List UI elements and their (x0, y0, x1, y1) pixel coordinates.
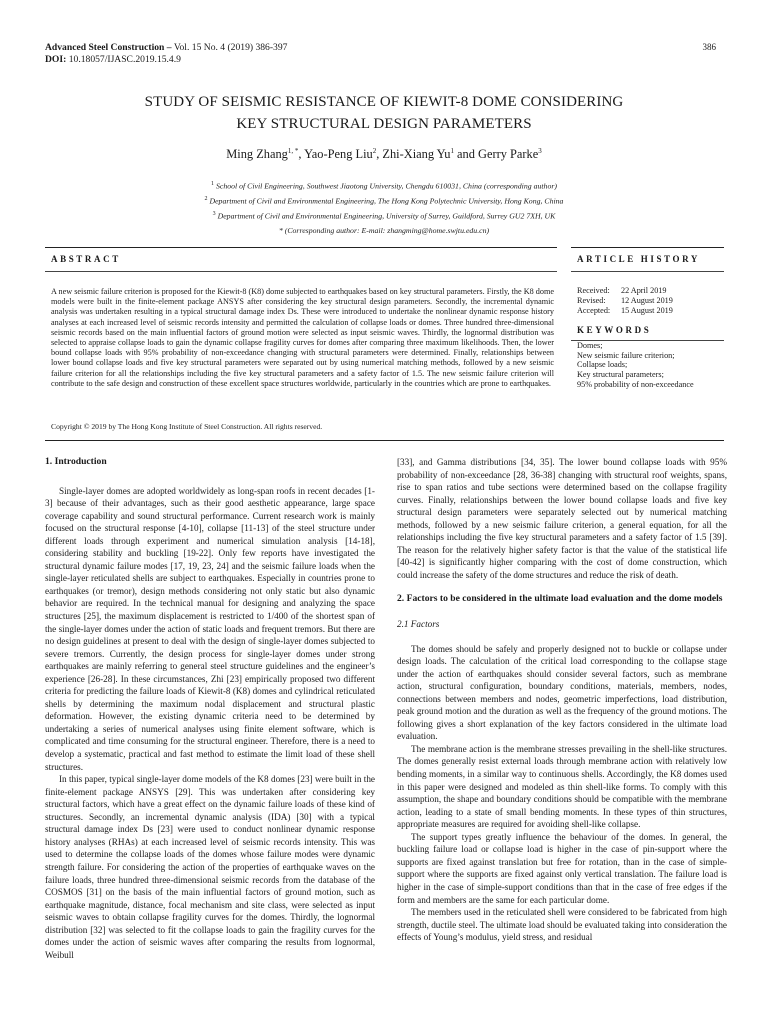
abstract-head-rule (45, 271, 557, 272)
section-2-1-paragraph-1: The domes should be safely and properly designed not to buckle or collapse under design loads. The calculation of the critical load corresponding to the collapse stage under the action of earthquakes should consider several factors, such as membrane action, structural configuration, boundary conditions, materials, members, nodes, connections between members and nodes, geometric imperfections, load distribution, peak ground motion and the duration as well as the frequency of the ground motions. The following gives a short explanation of the key factors considered in the ultimate load evaluation. (397, 643, 727, 742)
section-1-heading: 1. Introduction (45, 456, 107, 467)
received-date: 22 April 2019 (621, 286, 667, 295)
revised-date: 12 August 2019 (621, 295, 673, 305)
continued-paragraph: [33], and Gamma distributions [34, 35]. The lower bound collapse loads with 95% probability of non-exceedance [28, 36-38] changing with structural roof weights, spans, rise to span ratios and tube sections were determined based on the collapse fragility curves. Finally, relationships between the lower bound collapse loads and five key structural design parameters were separately selected out by numerical matching methods, followed by a new seismic failure criterion, a general equation, for all the relationships including the five key structural parameters and a safety factor of 1.5 [39]. The reason for the relatively higher safety factor is that the value of the statistical life [40-42] is significantly higher comparing with the cost of dome construction, which could increase the safety of the dome structures and reduce the risk of death. (397, 457, 727, 580)
author-1: Ming Zhang (226, 147, 288, 162)
history-received (577, 286, 673, 296)
body-column-right (397, 456, 727, 944)
affiliation-1-num: 1 (211, 181, 215, 187)
section-2-1-paragraph-3: The support types greatly influence the behaviour of the domes. In general, the buckling failure load or collapse load is higher in the case of pin-support where the supports are fixed against translation but free for rotation, than in the case of simple-support where the supports are fixed against only vertical translation. The failure load is higher in the case of simple-support conditions than that in the case of free edges if the form and members are the same for each particular dome. (397, 831, 727, 905)
section-2-1-paragraph-2: The membrane action is the membrane stresses prevailing in the shell-like structures. The domes generally resist external loads through membrane action with relatively low bending moments, in a similar way to continuous shells. Accordingly, the K8 domes used in this paper were designed and modeled as thin shell-like forms. To comply with this assumption, the shape and boundary conditions should be compatible with the membrane action, leading to a state of small bending moments. In these types of thin structures, appropriate measures are required for avoiding shell-like collapse. (397, 743, 727, 830)
accepted-label: Accepted: (577, 305, 611, 315)
affiliation-3-text: Department of Civil and Environmental Engineering, University of Surrey, Guildford, Surrey GU2 7XH, UK (215, 211, 556, 221)
abstract-top-rule (45, 247, 557, 248)
abstract-heading: ABSTRACT (51, 254, 121, 264)
author-3-affil: 1 (450, 147, 454, 155)
section-2-1-heading: 2.1 Factors (397, 619, 440, 630)
keyword-item: New seismic failure criterion; (577, 350, 675, 360)
title-line-1: STUDY OF SEISMIC RESISTANCE OF KIEWIT-8 DOME CONSIDERING (144, 94, 624, 110)
author-2: , Yao-Peng Liu (298, 147, 373, 162)
author-4: and Gerry Parke (453, 147, 539, 162)
doi-label: DOI: (45, 54, 67, 65)
title-line-2: KEY STRUCTURAL DESIGN PARAMETERS (236, 116, 532, 132)
author-list (60, 147, 708, 162)
affiliations (60, 178, 708, 237)
front-matter-bottom-rule (45, 440, 724, 441)
section-2-1-paragraph-4: The members used in the reticulated shell were considered to be fabricated from high strength, ductile steel. The ultimate load should be evaluated taking into consideration the effects of Young’s modulus, yield stress, and residual (397, 907, 727, 943)
author-2-affil: 2 (372, 147, 377, 155)
body-column-left (45, 456, 375, 961)
history-revised (577, 296, 673, 306)
doi-link[interactable]: 10.18057/IJASC.2019.15.4.9 (66, 54, 181, 65)
corresponding-author: * (Corresponding author: E-mail: zhangming@home.swjtu.edu.cn) (278, 225, 490, 235)
accepted-date: 15 August 2019 (621, 305, 673, 315)
article-history (577, 286, 673, 316)
history-head-rule (571, 271, 724, 272)
author-4-affil: 3 (538, 147, 542, 155)
revised-label: Revised: (577, 295, 606, 305)
affiliation-2 (60, 193, 708, 208)
affiliation-1 (60, 178, 708, 193)
keyword-item: Key structural parameters; (577, 370, 664, 380)
affiliation-1-text: School of Civil Engineering, Southwest Jiaotong University, Chengdu 610031, China (corresponding author) (214, 181, 557, 191)
page-number: 386 (702, 42, 716, 52)
journal-header (45, 42, 287, 66)
journal-volume: Vol. 15 No. 4 (2019) 386-397 (171, 42, 288, 53)
article-history-heading: ARTICLE HISTORY (577, 254, 700, 264)
section-1-paragraph-1: Single-layer domes are adopted worldwidely as long-span roofs in recent decades [1-3] because of their advantages, such as their good aesthetic appearance, large space coverage capability and sound structural performance. Current research work is mainly focused on the structural response [4-10], collapse [11-13] of the steel structure under different loads through experiment and numerical simulation analysis [14-18], considering stability and buckling [19-22]. Only few reports have investigated the structural dynamic failure modes [17, 19, 23, 24] and the seismic failure loads when the single-layer reticulated shells are subject to earthquakes. Especially in countries prone to earthquakes (or tremor), design methods considering not only static but also dynamic behavior are required. In the technical manual for designing and analyzing the space structures [25], the maximum displacement is restricted to 1/400 of the shortest span of the single-layer domes under the action of static loads and frequent tremors. But there are no design guidelines at present to deal with the design of single-layer domes subjected to severe tremors. Currently, the design process for single-layer domes under strong earthquakes are mainly referring to general steel structure guidelines and the engineer’s experience [26-28]. In these circumstances, Zhi [23] empirically proposed two different criteria for predicting the failure loads of Kiewit-8 (K8) domes and cylindrical reticulated shells by determining the maximum nodal displacement and structural plastic deformation. However, the existing dynamic criteria need to be determined by undertaking a series of numerical analyses using finite element software, which is complicated and time consuming for the structural engineer. Therefore, there is a need to develop a systematic, practical and fast method to estimate the limit load of these shell structures. (45, 485, 375, 772)
paper-title (60, 91, 708, 135)
affiliation-2-text: Department of Civil and Environmental Engineering, The Hong Kong Polytechnic University, Hong Kong, China (207, 196, 564, 206)
keyword-item: 95% probability of non-exceedance (577, 379, 694, 389)
section-1-paragraph-2: In this paper, typical single-layer dome models of the K8 domes [23] were built in the finite-element package ANSYS [29]. This was undertaken after considering key structural factors, which have a great effect on the dynamic failure loads of these kind of structures. Secondly, an incremental dynamic analysis (IDA) [30] with a typical structural damage index Ds [23] were used to conduct nonlinear dynamic response history analyses (RHAs) at each increased level of seismic records intensity. This was used to determine the collapse loads of the domes whose failure modes were dynamic strength failure. For considering the action of the properties of earthquake waves on the failure loads, three hundred three-dimensional seismic records from the database of the COSMOS [31] on the basis of the main influential factors of ground motion, such as earthquake magnitude, distance, focal mechanism and site class, were selected as input seismic waves to obtain collapse fragility curves for the domes. Thirdly, the lognormal distribution [32] was selected to fit the collapse loads to gain the fragility curves for the domes under the action of seismic waves after comparing the results from lognormal, Weibull (45, 774, 375, 960)
received-label: Received: (577, 286, 610, 295)
affiliation-2-num: 2 (204, 196, 208, 203)
abstract-text: A new seismic failure criterion is proposed for the Kiewit-8 (K8) dome subjected to earthquakes based on key structural parameters. Firstly, the K8 dome models were built in the finite-element package ANSYS after considering the key structural design parameters. Secondly, the incremental dynamic analysis was undertaken resulting in a typical structural damage index Ds. These were introduced to undertake the nonlinear dynamic response history analyses at each increased level of seismic records intensity and permitted the calculation of collapse loads or domes. Three hundred three-dimensional seismic records based on the main influential factors of ground motion were selected as input seismic waves. Thirdly, the lognormal distribution was selected to appraise collapse loads to gain the dynamic collapse fragility curves for domes after comparing three maximum likelihoods. Then, the lower bound collapse loads with 95% probability of non-exceedance changing with structural parameters were determined. Finally, relationships between lower bound collapse loads and five key structural parameters were separated out by using numerical matching methods, followed by a new seismic failure criterion for all the relationships including the five key structural parameters and a safety factor of 1.5. The new seismic failure criterion will contribute to the safe design and construction of these excellent space structures worldwide, particularly in the countries which are prone to earthquakes. (51, 287, 554, 388)
author-3: , Zhi-Xiang Yu (376, 147, 451, 162)
section-2-heading: 2. Factors to be considered in the ultimate load evaluation and the dome models (397, 593, 723, 605)
history-top-rule (571, 247, 724, 248)
affiliation-3 (60, 208, 708, 223)
journal-name: Advanced Steel Construction – (45, 42, 172, 53)
keyword-item: Domes; (577, 341, 603, 350)
affiliation-3-num: 3 (212, 211, 216, 218)
keyword-item: Collapse loads; (577, 360, 628, 370)
copyright-notice: Copyright © 2019 by The Hong Kong Institute of Steel Construction. All rights reserved. (51, 422, 323, 431)
keywords-heading: KEYWORDS (577, 325, 652, 335)
history-accepted (577, 306, 673, 316)
author-1-affil: 1, * (287, 147, 299, 155)
keywords-list (577, 341, 717, 390)
